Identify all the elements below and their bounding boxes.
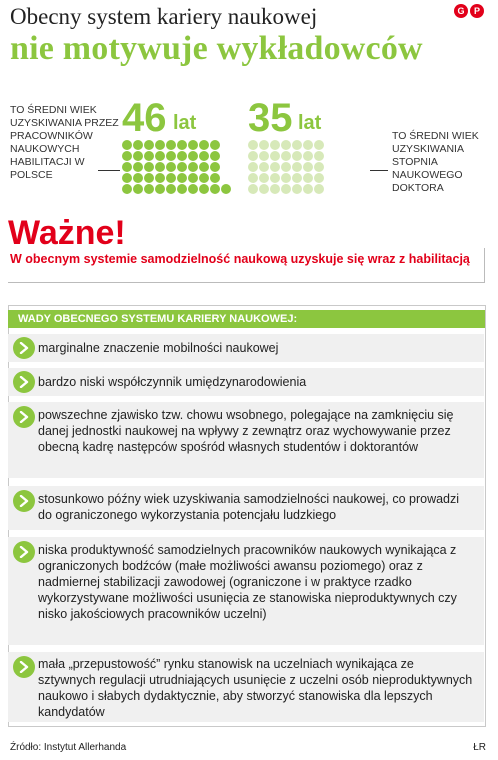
- age-dot: [177, 173, 187, 183]
- age-dot: [347, 173, 357, 183]
- age-dot: [281, 173, 291, 183]
- doctorate-age-unit: lat: [298, 112, 322, 134]
- habilitation-connector-line: [98, 170, 120, 171]
- age-dot: [270, 173, 280, 183]
- defect-item: [8, 652, 484, 722]
- doctorate-age-value: 35: [248, 96, 293, 140]
- age-dot: [303, 151, 313, 161]
- age-dot: [166, 162, 176, 172]
- age-dot: [166, 140, 176, 150]
- age-dot: [336, 162, 346, 172]
- age-dot: [199, 151, 209, 161]
- age-dot: [232, 151, 242, 161]
- age-dot: [259, 151, 269, 161]
- age-dot: [144, 151, 154, 161]
- age-dot: [270, 162, 280, 172]
- age-dot: [232, 140, 242, 150]
- age-dot: [133, 151, 143, 161]
- defect-text: bardzo niski współczynnik umiędzynarodowienia: [38, 375, 307, 389]
- age-dot: [325, 140, 335, 150]
- age-dot: [144, 162, 154, 172]
- age-dot: [248, 162, 258, 172]
- age-dot: [210, 151, 220, 161]
- age-dot: [248, 151, 258, 161]
- source-note: Źródło: Instytut Allerhanda: [10, 742, 127, 753]
- age-dot: [259, 140, 269, 150]
- age-dot: [199, 184, 209, 194]
- age-dot: [314, 184, 324, 194]
- age-dot: [199, 140, 209, 150]
- age-dot: [155, 173, 165, 183]
- doctorate-connector-line: [370, 170, 388, 171]
- defect-text: marginalne znaczenie mobilności naukowej: [38, 341, 279, 355]
- age-dot: [270, 151, 280, 161]
- age-dot: [155, 162, 165, 172]
- defects-header: WADY OBECNEGO SYSTEMU KARIERY NAUKOWEJ:: [8, 310, 485, 328]
- age-dot: [347, 151, 357, 161]
- habilitation-age-value: 46: [122, 96, 167, 140]
- age-dot: [221, 173, 231, 183]
- age-dot: [177, 140, 187, 150]
- age-dot: [210, 173, 220, 183]
- arrow-right-icon: [13, 656, 35, 678]
- age-dot: [347, 140, 357, 150]
- age-dot: [248, 184, 258, 194]
- age-dot: [210, 162, 220, 172]
- age-dot: [188, 162, 198, 172]
- age-dot: [259, 162, 269, 172]
- age-dot: [133, 140, 143, 150]
- age-dot: [188, 140, 198, 150]
- age-dot: [347, 184, 357, 194]
- age-dot: [281, 162, 291, 172]
- page-title-line1: Obecny system kariery naukowej: [10, 4, 318, 29]
- defect-item: [8, 537, 484, 645]
- age-dot: [133, 184, 143, 194]
- age-dot: [155, 184, 165, 194]
- publisher-logo: [454, 4, 484, 20]
- doctorate-dot-grid: [248, 140, 368, 194]
- age-dot: [122, 162, 132, 172]
- age-dot: [221, 151, 231, 161]
- age-dot: [347, 162, 357, 172]
- age-dot: [292, 151, 302, 161]
- age-dot: [199, 173, 209, 183]
- age-dot: [166, 173, 176, 183]
- doctorate-age-label: TO ŚREDNI WIEK UZYSKIWANIA STOPNIA NAUKOWEGO DOKTORA: [392, 130, 479, 194]
- age-dot: [270, 184, 280, 194]
- age-dot: [303, 162, 313, 172]
- age-dot: [358, 140, 368, 150]
- defect-text: niska produktywność samodzielnych pracowników naukowych wynikająca z ograniczonych bodźców (małe możliwości awansu poziomego) oraz z nadmiernej stabilizacji zawodowej (ograniczone i w praktyce rzadko wykorzystywane możliwości usunięcia ze stanowiska nieproduktywnych czy nisko jakościowych pracowników uczelni): [38, 543, 457, 621]
- defect-item: [8, 368, 484, 396]
- arrow-right-icon: [13, 406, 35, 428]
- age-dot: [166, 184, 176, 194]
- arrow-right-icon: [13, 541, 35, 563]
- age-dot: [199, 162, 209, 172]
- age-dot: [281, 140, 291, 150]
- age-dot: [259, 173, 269, 183]
- age-dot: [303, 140, 313, 150]
- age-dot: [325, 162, 335, 172]
- defect-item: [8, 486, 484, 530]
- important-heading: Ważne!: [8, 214, 126, 252]
- age-dot: [358, 184, 368, 194]
- age-dot: [188, 184, 198, 194]
- age-dot: [270, 140, 280, 150]
- age-dot: [155, 140, 165, 150]
- age-dot: [122, 140, 132, 150]
- age-dot: [133, 162, 143, 172]
- age-dot: [144, 173, 154, 183]
- age-dot: [314, 173, 324, 183]
- age-dot: [325, 151, 335, 161]
- defect-text: stosunkowo późny wiek uzyskiwania samodzielności naukowej, co prowadzi do ograniczonego wykorzystania potencjału ludzkiego: [38, 492, 460, 522]
- age-dot: [122, 173, 132, 183]
- habilitation-age-label: TO ŚREDNI WIEK UZYSKIWANIA PRZEZ PRACOWNIKÓW NAUKOWYCH HABILITACJI W POLSCE: [10, 104, 119, 181]
- habilitation-dot-grid: [122, 140, 242, 194]
- defect-item: [8, 334, 484, 362]
- age-dot: [336, 184, 346, 194]
- age-dot: [292, 173, 302, 183]
- age-dot: [177, 162, 187, 172]
- age-dot: [281, 184, 291, 194]
- age-dot: [358, 151, 368, 161]
- arrow-right-icon: [13, 490, 35, 512]
- age-dot: [122, 184, 132, 194]
- age-dot: [144, 184, 154, 194]
- logo-circle-left: G: [454, 4, 468, 18]
- age-dot: [221, 140, 231, 150]
- age-dot: [358, 162, 368, 172]
- age-dot: [248, 140, 258, 150]
- age-dot: [188, 173, 198, 183]
- arrow-right-icon: [13, 371, 35, 393]
- age-dot: [221, 184, 231, 194]
- age-dot: [292, 140, 302, 150]
- age-dot: [314, 162, 324, 172]
- age-dot: [358, 173, 368, 183]
- age-dot: [303, 184, 313, 194]
- age-dot: [325, 173, 335, 183]
- defect-item: [8, 402, 484, 478]
- age-dot: [325, 184, 335, 194]
- age-dot: [210, 184, 220, 194]
- age-dot: [314, 151, 324, 161]
- age-dot: [336, 151, 346, 161]
- age-dot: [166, 151, 176, 161]
- age-dot: [336, 140, 346, 150]
- defect-text: powszechne zjawisko tzw. chowu wsobnego, polegające na zamknięciu się danej jednostki naukowej na wpływy z zewnątrz oraz wychowywanie przez obecną kadrę następców spośród własnych studentów i doktorantów: [38, 408, 454, 454]
- age-dot: [292, 162, 302, 172]
- age-dot: [336, 173, 346, 183]
- author-credit: ŁR: [473, 742, 486, 753]
- age-dot: [133, 173, 143, 183]
- age-dot: [210, 140, 220, 150]
- age-dot: [303, 173, 313, 183]
- important-text: W obecnym systemie samodzielność naukową uzyskuje się wraz z habilitacją: [10, 252, 470, 266]
- age-dot: [314, 140, 324, 150]
- defect-text: mała „przepustowość” rynku stanowisk na uczelniach wynikająca ze sztywnych regulacji utrudniających usunięcie z uczelni osób nieproduktywnych naukowo i słabych dydaktycznie, aby stworzyć stanowiska dla lepszych kandydatów: [38, 657, 473, 719]
- age-dot: [292, 184, 302, 194]
- age-dot: [188, 151, 198, 161]
- age-dot: [144, 140, 154, 150]
- age-dot: [248, 173, 258, 183]
- age-dot: [232, 173, 242, 183]
- age-dot: [259, 184, 269, 194]
- age-dot: [221, 162, 231, 172]
- age-dot: [122, 151, 132, 161]
- age-dot: [155, 151, 165, 161]
- habilitation-age-unit: lat: [173, 112, 197, 134]
- age-dot: [177, 184, 187, 194]
- arrow-right-icon: [13, 337, 35, 359]
- age-dot: [232, 162, 242, 172]
- logo-circle-right: P: [470, 4, 484, 18]
- age-dot: [281, 151, 291, 161]
- page-title-line2: nie motywuje wykładowców: [10, 30, 423, 67]
- age-dot: [232, 184, 242, 194]
- age-dot: [177, 151, 187, 161]
